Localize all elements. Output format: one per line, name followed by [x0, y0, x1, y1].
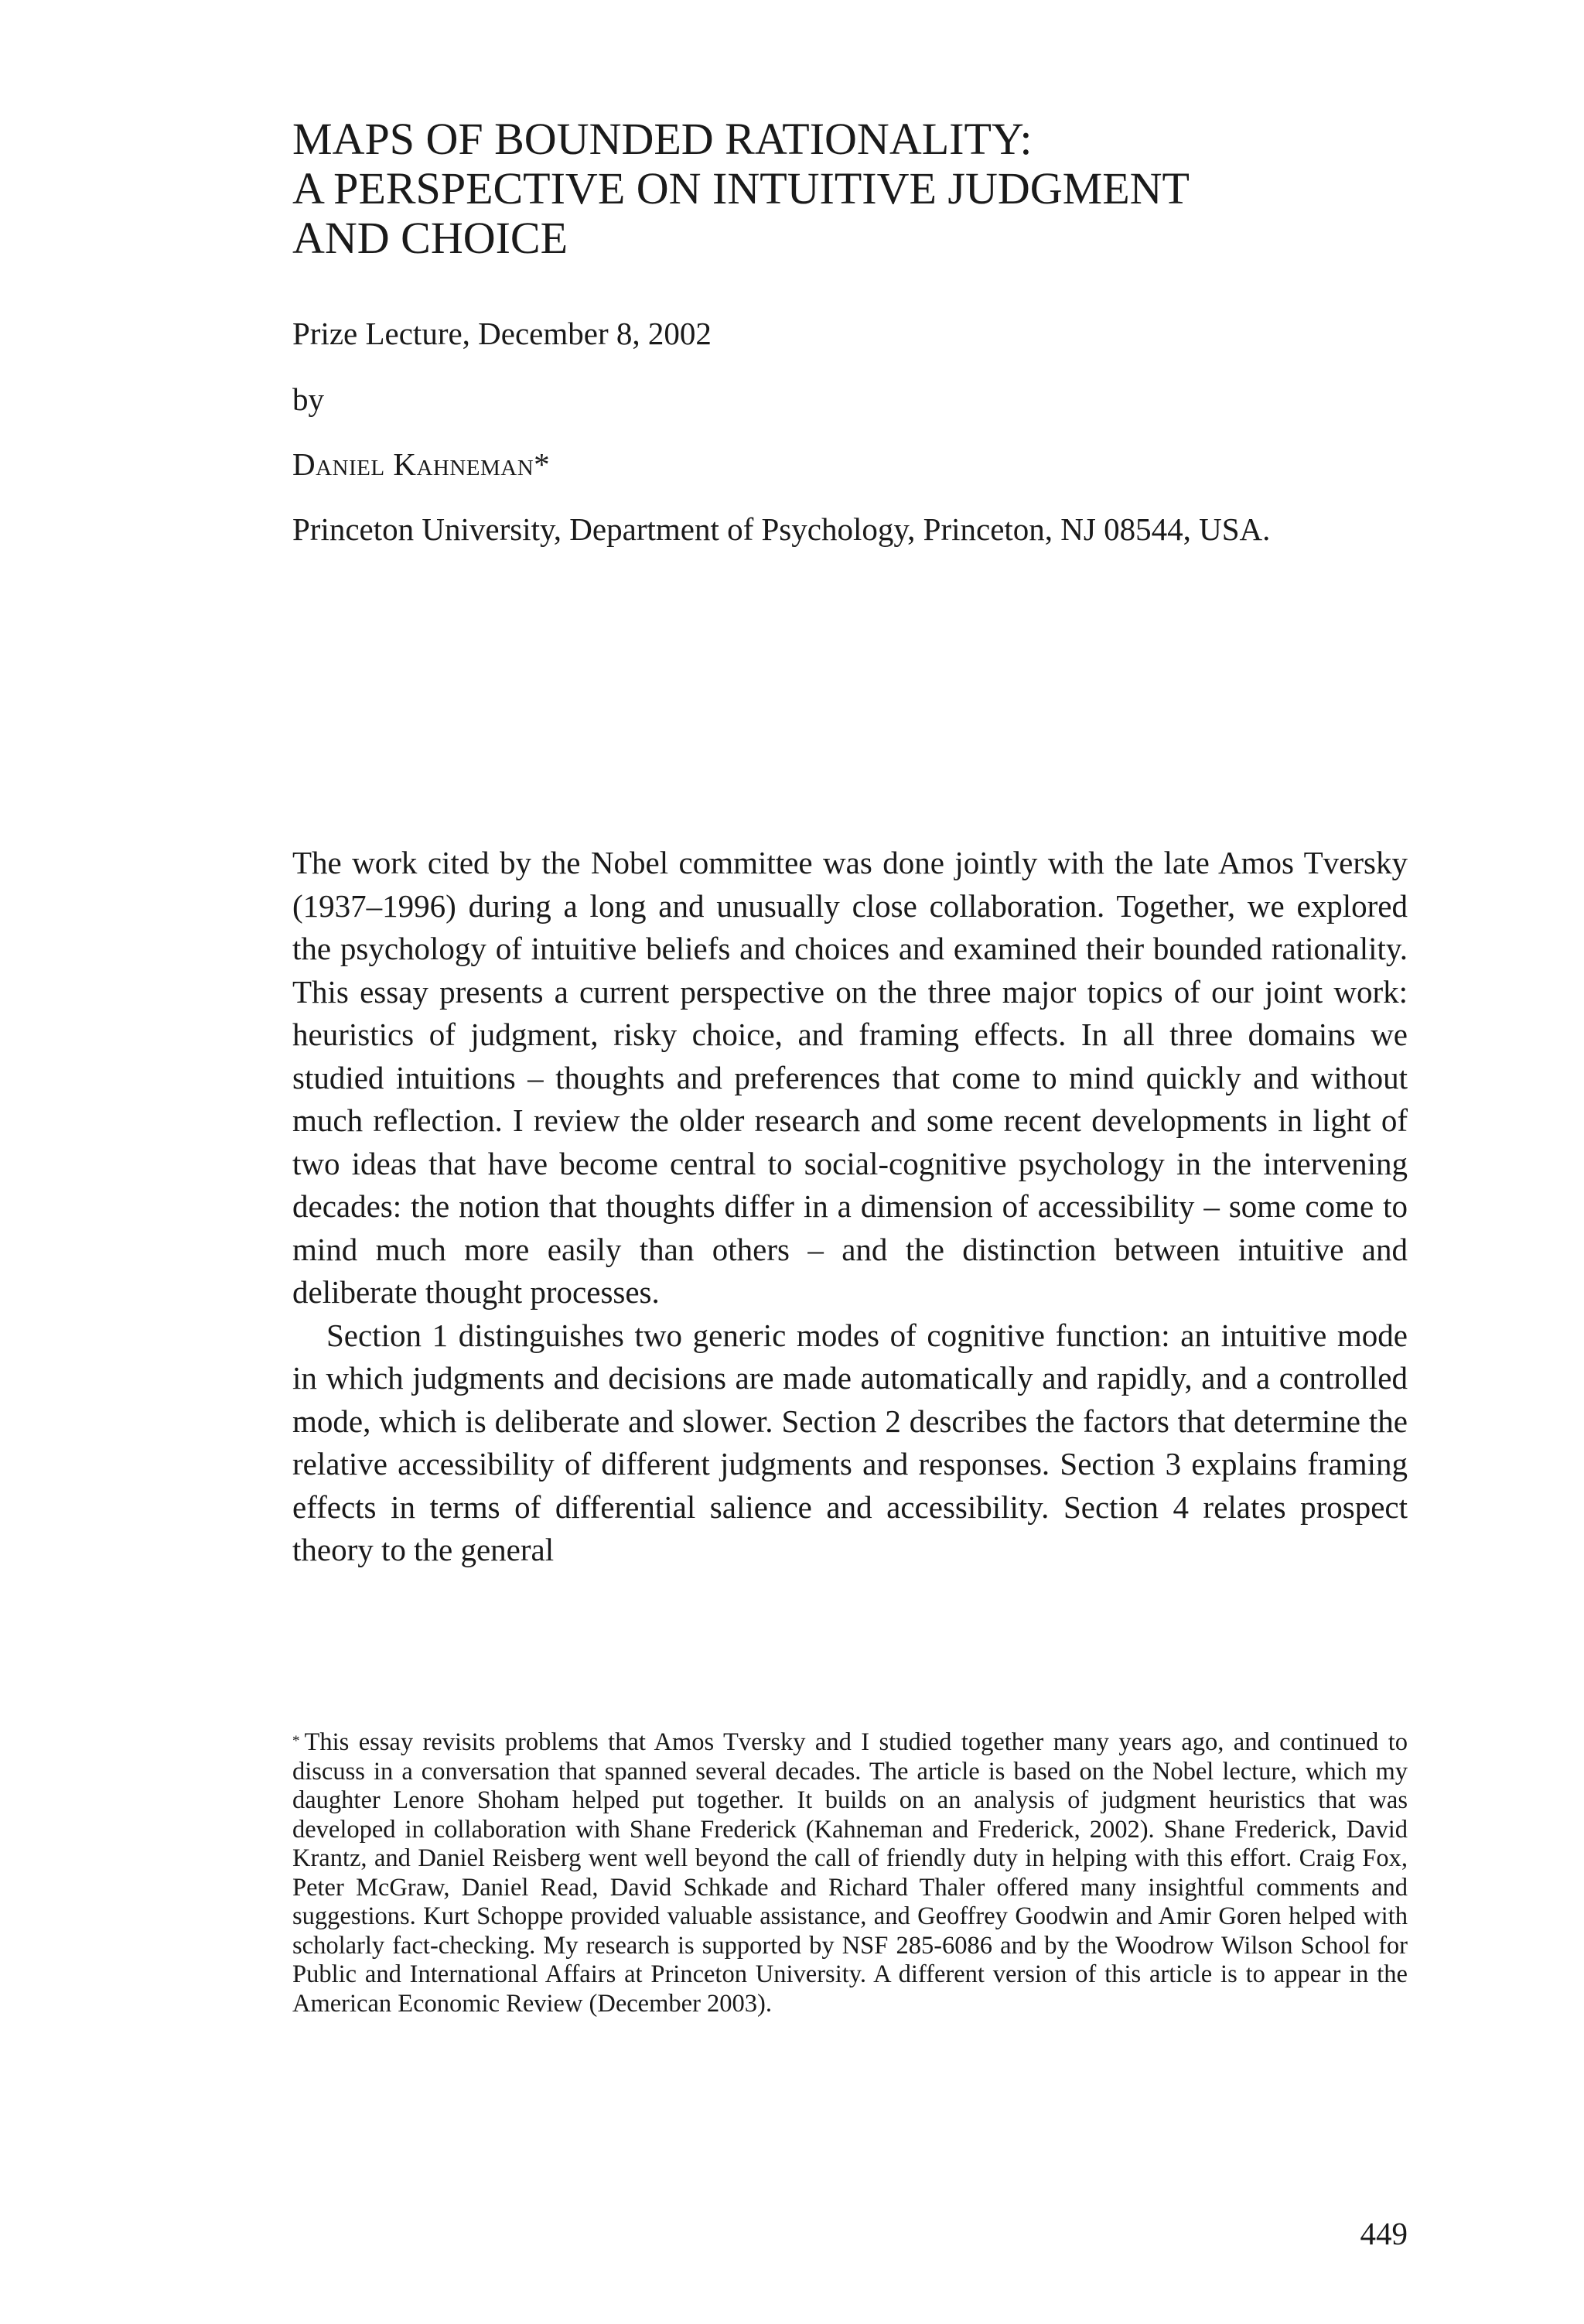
title-line-1: MAPS OF BOUNDED RATIONALITY: — [292, 114, 1033, 164]
body-text — [292, 842, 1408, 1572]
author-line — [292, 446, 550, 483]
author-name: Daniel Kahneman — [292, 446, 534, 482]
footnote-text: This essay revisits problems that Amos Tversky and I studied together many years ago, and continued to discuss in a conversation that spanned several decades. The article is based on the Nobel lecture, which my daughter Lenore Shoham helped put together. It builds on an analysis of judgment heuristics that was developed in collaboration with Shane Frederick (Kahneman and Frederick, 2002). Shane Frederick, David Krantz, and Daniel Reisberg went well beyond the call of friendly duty in helping with this effort. Craig Fox, Peter McGraw, Daniel Read, David Schkade and Richard Thaler offered many insightful comments and suggestions. Kurt Schoppe provided valuable assistance, and Geoffrey Goodwin and Amir Goren helped with scholarly fact-checking. My research is supported by NSF 285-6086 and by the Woodrow Wilson School for Public and International Affairs at Princeton University. A different version of this article is to appear in the American Economic Review (December 2003). — [292, 1728, 1408, 2018]
body-paragraph-1: The work cited by the Nobel committee was done jointly with the late Amos Tversky (1937–1996) during a long and unusually close collaboration. Together, we explored the psychology of intuitive beliefs and choices and examined their bounded rationality. This essay presents a current perspective on the three major topics of our joint work: heuristics of judgment, risky choice, and framing effects. In all three domains we studied intuitions – thoughts and preferences that come to mind quickly and without much reflection. I review the older research and some recent developments in light of two ideas that have become central to social-cognitive psychology in the intervening decades: the notion that thoughts differ in a dimension of accessibility – some come to mind much more easily than others – and the distinction between intuitive and deliberate thought processes. — [292, 845, 1408, 1310]
paper-title — [292, 114, 1414, 263]
page-number: 449 — [1360, 2216, 1408, 2251]
title-line-2: A PERSPECTIVE ON INTUITIVE JUDGMENT — [292, 163, 1190, 214]
footnote-marker: * — [292, 1733, 300, 1749]
by-line: by — [292, 381, 324, 417]
lecture-info: Prize Lecture, December 8, 2002 — [292, 316, 712, 351]
body-paragraph-2: Section 1 distinguishes two generic modes of cognitive function: an intuitive mode in which judgments and decisions are made automatically and rapidly, and a controlled mode, which is deliberate and slower. Section 2 describes the factors that determine the relative accessibility of different judgments and responses. Section 3 explains framing effects in terms of differential salience and accessibility. Section 4 relates prospect theory to the general — [292, 1317, 1408, 1567]
author-footnote-marker: * — [534, 446, 550, 482]
footnote — [292, 1728, 1408, 2018]
title-line-3: AND CHOICE — [292, 213, 568, 263]
affiliation: Princeton University, Department of Psychology, Princeton, NJ 08544, USA. — [292, 511, 1271, 547]
